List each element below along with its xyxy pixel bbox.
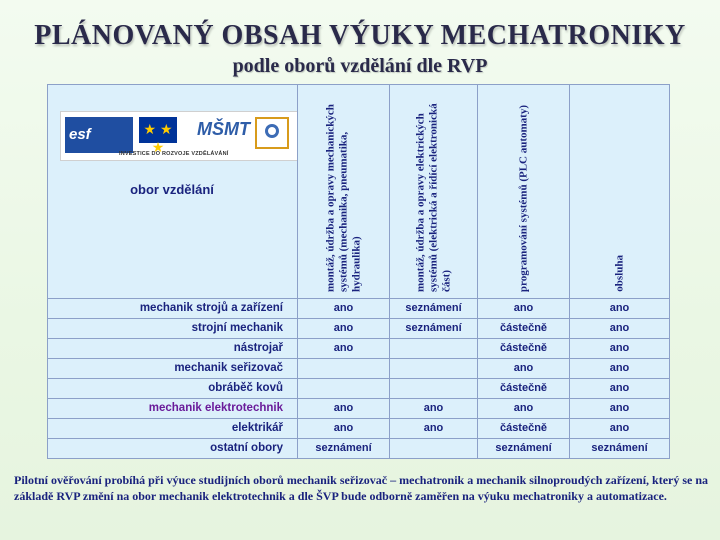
table-cell [390, 379, 478, 399]
table-cell: ano [298, 319, 390, 339]
column-header-obor: obor vzdělání [130, 182, 214, 197]
table-cell [390, 439, 478, 459]
logo-caption: INVESTICE DO ROZVOJE VZDĚLÁVÁNÍ [119, 151, 229, 157]
column-header-electrical: montáž, údržba a opravy elektrických systémů (elektrická a řídící elektronická část) [414, 103, 452, 292]
table-cell: částečně [478, 339, 570, 359]
row-label: ostatní obory [48, 439, 298, 459]
table-header-row [48, 85, 670, 299]
column-header-mechanical: montáž, údržba a opravy mechanických systémů (mechanika, pneumatika, hydraulika) [324, 104, 362, 292]
row-label: elektrikář [48, 419, 298, 439]
table-cell: ano [478, 399, 570, 419]
table-cell [298, 379, 390, 399]
table-cell: seznámení [298, 439, 390, 459]
table-cell: ano [478, 299, 570, 319]
row-label: strojní mechanik [48, 319, 298, 339]
table-row [48, 419, 670, 439]
table-cell: seznámení [570, 439, 670, 459]
slide-title: PLÁNOVANÝ OBSAH VÝUKY MECHATRONIKY [34, 20, 686, 51]
table-row [48, 319, 670, 339]
table-cell: částečně [478, 319, 570, 339]
esf-logo-icon: esf [65, 117, 133, 153]
column-header-cell [390, 85, 478, 299]
table-cell: seznámení [390, 319, 478, 339]
eu-stars: ★ ★ ★ [143, 121, 173, 155]
table-row [48, 439, 670, 459]
row-label: obráběč kovů [48, 379, 298, 399]
table-cell: ano [570, 419, 670, 439]
slide-subtitle: podle oborů vzdělání dle RVP [232, 55, 488, 77]
row-label: mechanik seřizovač [48, 359, 298, 379]
row-label: mechanik elektrotechnik [48, 399, 298, 419]
header-corner-cell [48, 85, 298, 299]
table-row [48, 359, 670, 379]
table-cell [390, 339, 478, 359]
table-cell: ano [570, 339, 670, 359]
table-cell: ano [298, 419, 390, 439]
column-header-cell [570, 85, 670, 299]
table-row [48, 399, 670, 419]
table-cell: ano [390, 419, 478, 439]
table-cell: seznámení [390, 299, 478, 319]
table-cell: ano [570, 399, 670, 419]
column-header-cell [298, 85, 390, 299]
table-row [48, 339, 670, 359]
table-cell: ano [390, 399, 478, 419]
column-header-operation: obsluha [613, 255, 625, 292]
table-cell: ano [570, 319, 670, 339]
table-cell [390, 359, 478, 379]
table-cell: seznámení [478, 439, 570, 459]
table-cell: ano [298, 299, 390, 319]
table-row [48, 379, 670, 399]
op-vk-logo-icon [255, 117, 289, 149]
table-cell: ano [298, 339, 390, 359]
msmt-logo-icon: MŠMT [197, 119, 250, 139]
table-cell: ano [570, 299, 670, 319]
table-cell: ano [570, 379, 670, 399]
row-label: mechanik strojů a zařízení [48, 299, 298, 319]
table-cell: ano [478, 359, 570, 379]
table-cell: částečně [478, 419, 570, 439]
column-header-cell [478, 85, 570, 299]
table-row [48, 299, 670, 319]
footnote-text: Pilotní ověřování probíhá při výuce studijních oborů mechanik seřizovač – mechatronik a mechanik silnoproudých zařízení, který se na základě RVP změní na obor mechanik elektrotechnik a dle ŠVP bude odborně zaměřen na výuku mechatroniky a automatizace. [14, 473, 709, 503]
column-header-programming: programování systémů (PLC automaty) [517, 104, 529, 292]
row-label: nástrojař [48, 339, 298, 359]
table-cell [298, 359, 390, 379]
logo-strip [60, 111, 298, 161]
table-cell: částečně [478, 379, 570, 399]
table-cell: ano [570, 359, 670, 379]
eu-flag-icon [139, 117, 177, 155]
curriculum-table [47, 84, 670, 459]
table-cell: ano [298, 399, 390, 419]
